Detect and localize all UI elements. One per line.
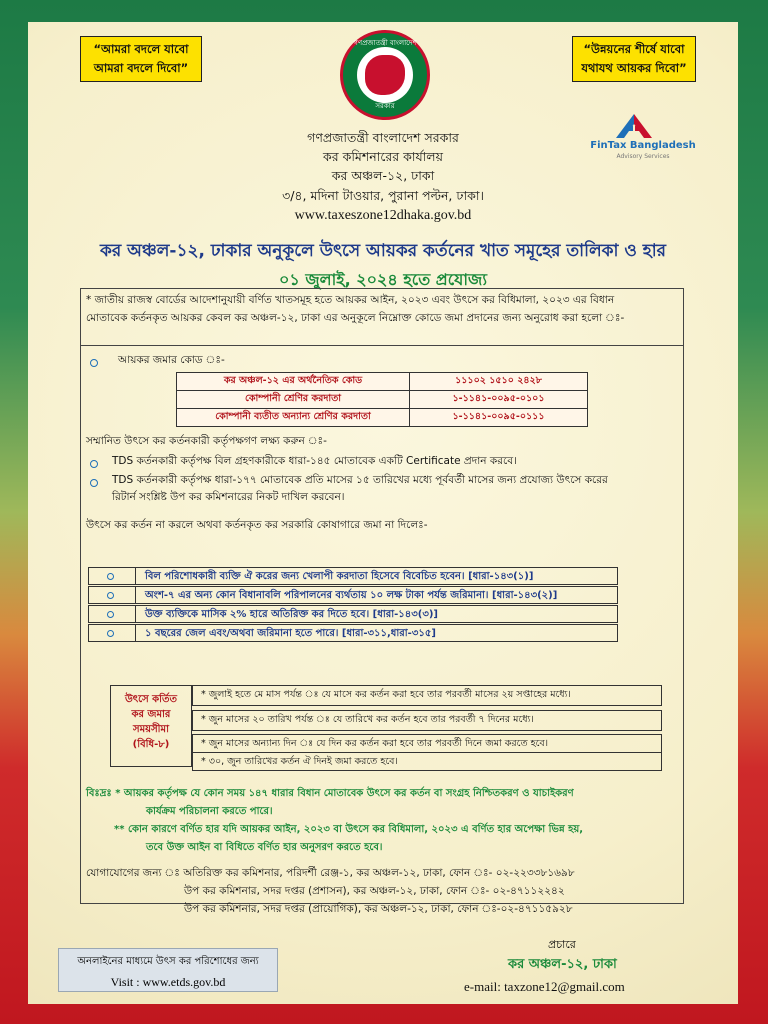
bullet-icon [107,630,114,637]
code-label: আয়কর জমার কোড ঃ- [118,354,225,366]
penalty-row [88,567,618,585]
penalty-row [88,605,618,623]
penalty-text: অংশ-৭ এর অন্য কোন বিধানাবলি পরিপালনের ব্যর্থতায় ১০ লক্ষ টাকা পর্যন্ত জরিমানা। [ধারা-১৪৩(২)] [145,590,558,601]
header-gov: গণপ্রজাতন্ত্রী বাংলাদেশ সরকার [307,130,459,145]
deadline-row: * জুন মাসের ২০ তারিখ পর্যন্ত ঃ যে তারিখে কর কর্তন হবে তার পরবর্তী ৭ দিনের মধ্যে। [192,710,662,731]
government-emblem [340,30,430,120]
code-label-cell: কোম্পানী ব্যতীত অন্যান্য শ্রেণির করদাতা [177,409,410,427]
bangladesh-map-icon [365,55,405,95]
intro-line: মোতাবেক কর্তনকৃত আয়কর কেবল কর অঞ্চল-১২, ঢাকা এর অনুকূলে নিম্নোক্ত কোডে জমা প্রদানের জন্য অনুরোধ করা হলো ঃ- [86,312,625,324]
table-row [177,409,588,427]
online-payment-box [58,948,278,992]
deadline-label-line: সময়সীমা [133,724,169,735]
code-value-cell: ১-১১৪১-০০৯৫-০১০১ [410,391,588,409]
publisher-email[interactable]: e-mail: taxzone12@gmail.com [464,979,625,994]
bullet-icon [107,592,114,599]
left-slogan-line: “আমরা বদলে যাবো [93,42,189,56]
deadline-label-line: (বিধি-৮) [132,739,170,750]
failure-intro: উৎসে কর কর্তন না করলে অথবা কর্তনকৃত কর সরকারি কোষাগারে জমা না দিলেঃ- [86,519,428,531]
right-slogan [572,36,696,82]
tds-line: TDS কর্তনকারী কর্তৃপক্ষ ধারা-১৭৭ মোতাবেক প্রতি মাসের ১৫ তারিখের মধ্যে পূর্ববর্তী মাসের জন্য প্রযোজ্য উৎসে করের [112,474,608,486]
deadline-row: * জুলাই হতে মে মাস পর্যন্ত ঃ যে মাসে কর কর্তন করা হবে তার পরবর্তী মাসের ২য় সপ্তাহের মধ্যে। [192,685,662,706]
bullet-icon [90,460,98,468]
code-value-cell: ১-১১৪১-০০৯৫-০১১১ [410,409,588,427]
deadline-row: * জুন মাসের অন্যান্য দিন ঃ যে দিন কর কর্তন করা হবে তার পরবর্তী দিনে জমা করতে হবে। [192,734,662,753]
left-slogan [80,36,202,82]
deadline-row: * ৩০, জুন তারিখের কর্তন ঐ দিনই জমা করতে হবে। [192,753,662,771]
note-line: তবে উক্ত আইন বা বিধিতে বর্ণিত হার অনুসরণ করতে হবে। [146,842,383,853]
penalty-row [88,624,618,642]
publisher-label: প্রচারে [548,938,576,951]
tax-code-table [176,372,588,427]
table-row [177,373,588,391]
online-line: অনলাইনের মাধ্যমে উৎস কর পরিশোধের জন্য [77,956,259,967]
bullet-icon [90,479,98,487]
header-zone: কর অঞ্চল-১২, ঢাকা [331,168,435,183]
right-slogan-line: যথাযথ আয়কর দিবো” [581,61,687,75]
deadline-label-line: উৎসে কর্তিত [124,694,178,705]
table-row [177,391,588,409]
penalty-text: বিল পরিশোধকারী ব্যক্তি ঐ করের জন্য খেলাপী করদাতা হিসেবে বিবেচিত হবেন। [ধারা-১৪৩(১)] [145,571,534,582]
contact-line: উপ কর কমিশনার, সদর দপ্তর (প্রশাসন), কর অঞ্চল-১২, ঢাকা, ফোন ঃ- ০২-৪৭১১২২৪২ [184,885,565,897]
penalty-text: ১ বছরের জেল এবং/অথবা জরিমানা হতে পারে। [ধারা-৩১১,ধারা-৩১৫] [145,628,436,639]
code-label-cell: কোম্পানী শ্রেণির করদাতা [177,391,410,409]
fintax-sub: Advisory Services [616,153,670,160]
publisher-name: কর অঞ্চল-১২, ঢাকা [508,957,617,972]
etds-link[interactable]: Visit : www.etds.gov.bd [110,975,226,989]
code-label-cell: কর অঞ্চল-১২ এর অর্থনৈতিক কোড [177,373,410,391]
deadline-label-box [110,685,192,767]
note-line: ** কোন কারণে বর্ণিত হার যদি আয়কর আইন, ২০২৩ বা উৎসে কর বিধিমালা, ২০২৩ এ বর্ণিত হার অপেক্ষা ভিন্ন হয়, [114,824,584,835]
bullet-icon [90,359,98,367]
contact-line: যোগাযোগের জন্য ঃ অতিরিক্ত কর কমিশনার, পরিদর্শী রেঞ্জ-১, কর অঞ্চল-১২, ঢাকা, ফোন ঃ- ০২-২২৩৩৮১৬৯৮ [86,867,575,879]
contact-line: উপ কর কমিশনার, সদর দপ্তর (প্রায়োগিক), কর অঞ্চল-১২, ঢাকা, ফোন ঃ-০২-৪৭১১৫৯২৮ [184,903,573,915]
deadline-label-line: কর জমার [131,709,171,720]
bullet-icon [107,611,114,618]
header-address: ৩/৪, মদিনা টাওয়ার, পুরানা পল্টন, ঢাকা। [282,188,484,203]
penalty-row [88,586,618,604]
header-office: কর কমিশনারের কার্যালয় [323,149,443,164]
attention-line: সম্মানিত উৎসে কর কর্তনকারী কর্তৃপক্ষগণ লক্ষ্য করুন ঃ- [86,435,327,447]
fintax-name: FinTax Bangladesh [590,140,696,151]
left-slogan-line: আমরা বদলে দিবো” [93,61,189,75]
note-line: বিঃদ্রঃ * আয়কর কর্তৃপক্ষ যে কোন সময় ১৪৭ ধারার বিধান মোতাবেক উৎসে কর কর্তন বা সংগ্রহ নিশ্চিতকরণ ও যাচাইকরণ [86,788,574,799]
note-line: কার্যক্রম পরিচালনা করতে পারে। [146,806,273,817]
tds-line: রিটার্ন সংশ্লিষ্ট উপ কর কমিশনারের নিকট দাখিল করবেন। [112,491,345,503]
emblem-top-text: গণপ্রজাতন্ত্রী বাংলাদেশ [353,39,417,47]
effective-date: ০১ জুলাই, ২০২৪ হতে প্রযোজ্য [279,270,487,289]
right-slogan-line: “উন্নয়নের শীর্ষে যাবো [583,42,685,56]
emblem-bottom-text: সরকার [375,102,395,110]
tds-line: TDS কর্তনকারী কর্তৃপক্ষ বিল গ্রহণকারীকে ধারা-১৪৫ মোতাবেক একটি Certificate প্রদান করবে। [112,455,517,467]
poster-page [28,22,738,1004]
bullet-icon [107,573,114,580]
intro-line: * জাতীয় রাজস্ব বোর্ডের আদেশানুযায়ী বর্ণিত খাতসমূহ হতে আয়কর আইন, ২০২৩ এবং উৎসে কর বিধিমালা, ২০২৩ এর বিধান [86,294,615,306]
code-value-cell: ১১১০২ ১৫১০ ২৪২৮ [410,373,588,391]
emblem-center [357,47,413,103]
penalty-text: উক্ত ব্যক্তিকে মাসিক ২% হারে অতিরিক্ত কর দিতে হবে। [ধারা-১৪৩(৩)] [145,609,438,620]
main-title: কর অঞ্চল-১২, ঢাকার অনুকূলে উৎসে আয়কর কর্তনের খাত সমূহের তালিকা ও হার [99,241,667,261]
header-website: www.taxeszone12dhaka.gov.bd [294,208,472,223]
